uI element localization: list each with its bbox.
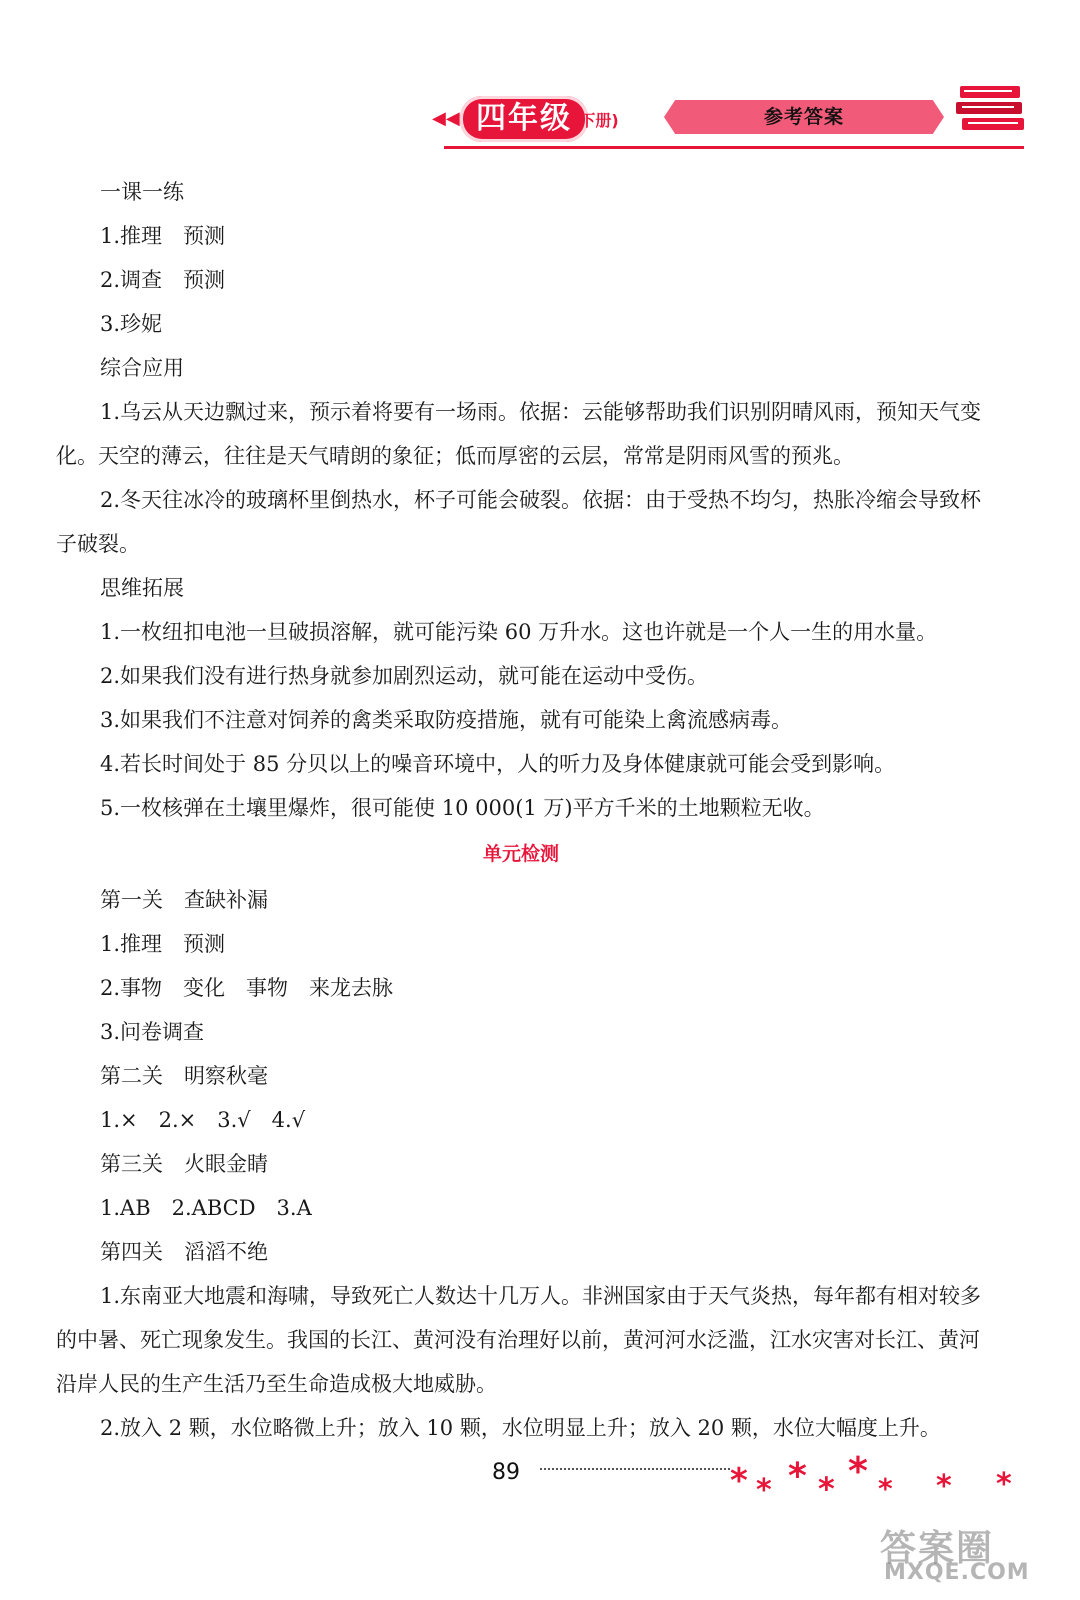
answer-item: 2.如果我们没有进行热身就参加剧烈运动，就可能在运动中受伤。 <box>100 664 709 688</box>
grade-badge: 四年级 <box>460 96 588 142</box>
answer-item: 1.× 2.× 3.√ 4.√ <box>100 1108 306 1132</box>
watermark <box>880 1520 1060 1590</box>
svg-text:*: * <box>756 1473 772 1508</box>
answer-item: 1.AB 2.ABCD 3.A <box>100 1196 312 1220</box>
header-divider <box>444 146 1024 149</box>
section-title: 综合应用 <box>100 356 184 380</box>
level-title: 第三关 火眼金睛 <box>100 1152 268 1176</box>
answer-item: 2.事物 变化 事物 来龙去脉 <box>100 976 394 1000</box>
answer-item: 3.问卷调查 <box>100 1020 205 1044</box>
answer-item: 5.一枚核弹在土壤里爆炸，很可能使 10 000(1 万)平方千米的土地颗粒无收。 <box>100 796 825 820</box>
level-title: 第一关 查缺补漏 <box>100 888 268 912</box>
answer-item: 3.如果我们不注意对饲养的禽类采取防疫措施，就有可能染上禽流感病毒。 <box>100 708 793 732</box>
svg-text:*: * <box>848 1449 868 1493</box>
answer-label: 参考答案 <box>763 106 844 128</box>
svg-text:*: * <box>878 1472 893 1505</box>
answer-item: 1.推理 预测 <box>100 932 226 956</box>
level-title: 第四关 滔滔不绝 <box>100 1240 268 1264</box>
section-title: 思维拓展 <box>100 576 184 600</box>
answer-item: 2.调查 预测 <box>100 268 226 292</box>
unit-test-title: 单元检测 <box>482 843 559 865</box>
volume-label: (下册) <box>572 111 619 130</box>
answer-item: 1.推理 预测 <box>100 224 226 248</box>
books-icon <box>956 82 1028 134</box>
svg-text:*: * <box>730 1461 748 1501</box>
double-arrow-icon: ◀◀ <box>432 108 460 129</box>
svg-text:*: * <box>996 1467 1012 1502</box>
page-header <box>0 0 1080 160</box>
level-title: 第二关 明察秋毫 <box>100 1064 268 1088</box>
answer-paragraph: 1.东南亚大地震和海啸，导致死亡人数达十几万人。非洲国家由于天气炎热，每年都有相对较多的中暑、死亡现象发生。我国的长江、黄河没有治理好以前，黄河河水泛滥，江水灾害对长江、黄河沿岸人民的生产生活乃至生命造成极大地威胁。 <box>56 1284 982 1396</box>
answer-item: 4.若长时间处于 85 分贝以上的噪音环境中，人的听力及身体健康就可能会受到影响。 <box>100 752 896 776</box>
page-number: 89 <box>492 1460 520 1485</box>
watermark-logo-text: 答案圈 <box>880 1528 995 1569</box>
answer-item: 3.珍妮 <box>100 312 163 336</box>
svg-text:*: * <box>936 1469 952 1504</box>
watermark-url: MXQE.COM <box>884 1560 1030 1585</box>
page-footer <box>0 1440 1080 1600</box>
dotted-leader <box>540 1468 730 1470</box>
answer-content <box>56 170 986 1450</box>
answer-paragraph: 1.乌云从天边飘过来，预示着将要有一场雨。依据：云能够帮助我们识别阴晴风雨，预知天气变化。天空的薄云，往往是天气晴朗的象征；低而厚密的云层，常常是阴雨风雪的预兆。 <box>56 400 982 468</box>
answer-item: 1.一枚纽扣电池一旦破损溶解，就可能污染 60 万升水。这也许就是一个人一生的用水量。 <box>100 620 938 644</box>
answer-item: 2.放入 2 颗，水位略微上升；放入 10 颗，水位明显上升；放入 20 颗，水位大幅度上升。 <box>100 1416 941 1440</box>
section-title: 一课一练 <box>100 180 184 204</box>
stars-decoration-icon <box>730 1444 1030 1514</box>
answer-paragraph: 2.冬天往冰冷的玻璃杯里倒热水，杯子可能会破裂。依据：由于受热不均匀，热胀冷缩会导致杯子破裂。 <box>56 488 982 556</box>
svg-text:*: * <box>788 1456 807 1497</box>
svg-text:*: * <box>818 1470 835 1508</box>
